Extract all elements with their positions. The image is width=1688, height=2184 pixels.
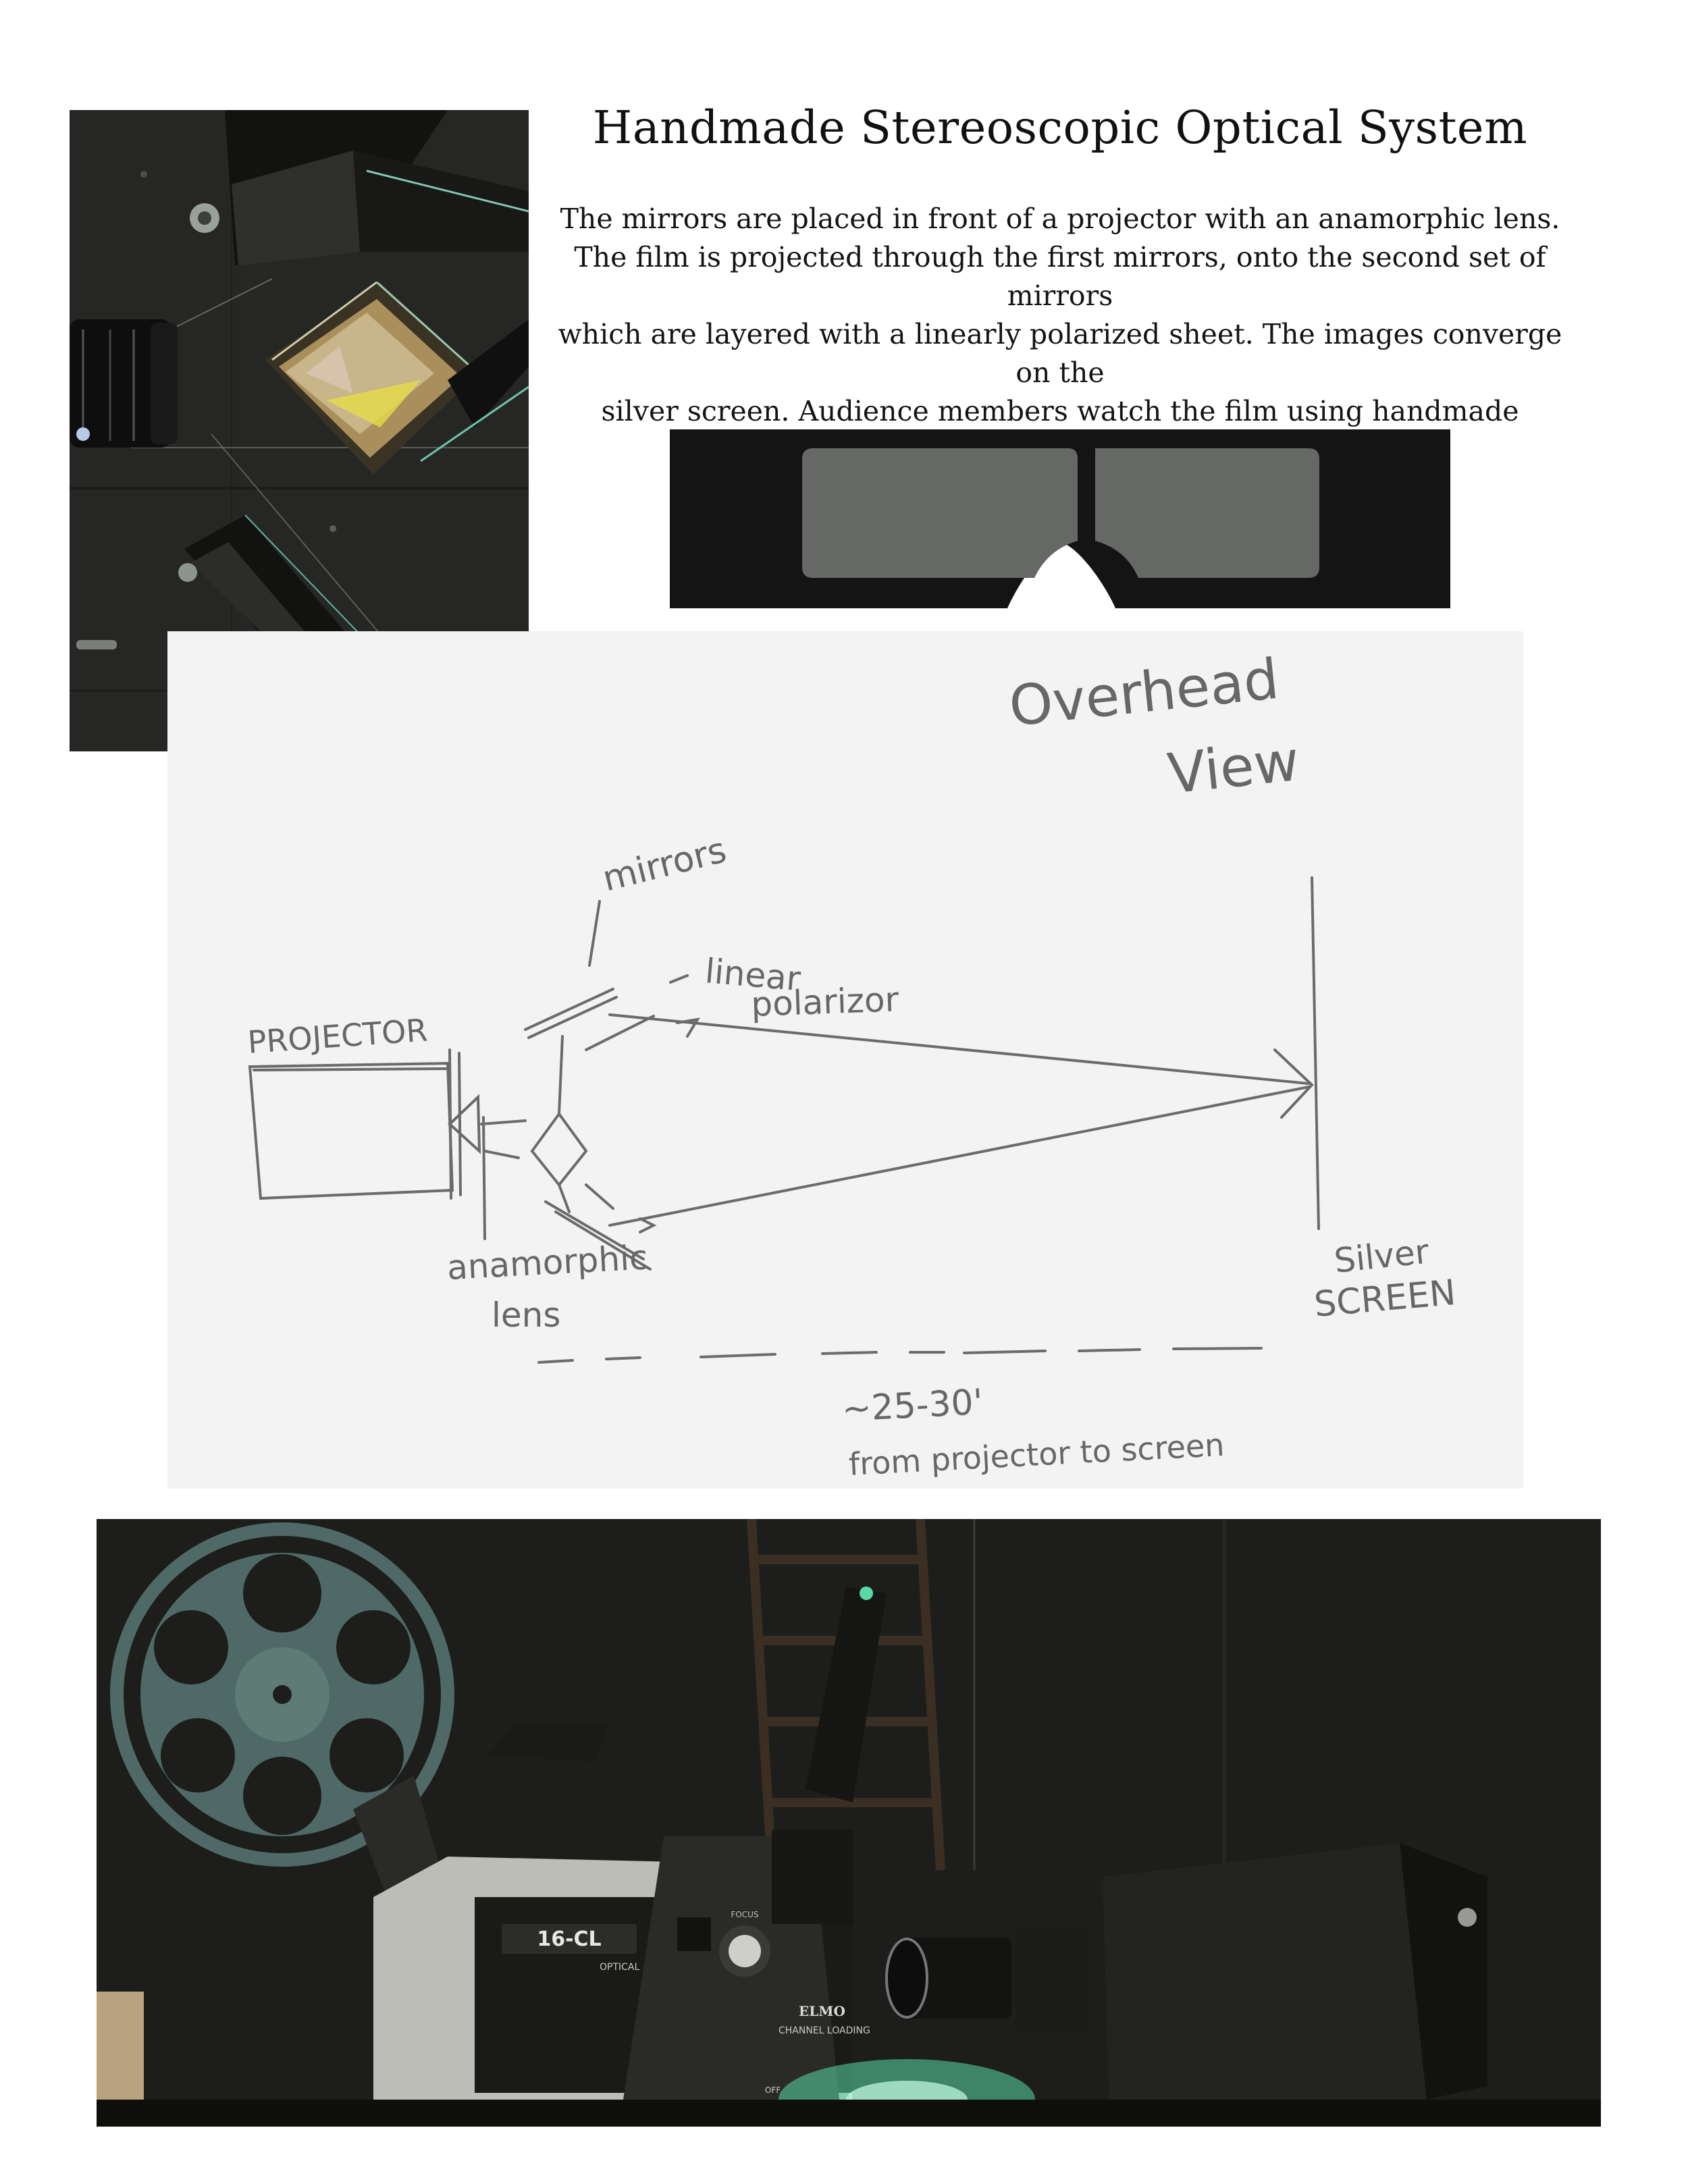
label-view: View: [1165, 729, 1302, 807]
projector-off-label: OFF: [765, 2085, 781, 2095]
projector-model-badge: 16-CL: [537, 1927, 602, 1951]
label-silver: Silver: [1332, 1231, 1431, 1281]
label-projector: PROJECTOR: [246, 1011, 429, 1061]
label-polarizor: polarizor: [750, 980, 899, 1024]
projector-model-sub: OPTICAL: [600, 1962, 640, 1973]
label-overhead: Overhead: [1006, 647, 1282, 739]
page-title: Handmade Stereoscopic Optical System: [592, 101, 1528, 154]
label-anamorphic: anamorphic: [446, 1237, 649, 1287]
label-linear: linear: [703, 951, 802, 999]
label-screen: SCREEN: [1312, 1272, 1458, 1325]
description-text: The mirrors are placed in front of a projector with an anamorphic lens. The film is projected through the first mirrors, onto the second set of mirrors which are layered with a linearly polarized sheet. The images converge on the silver screen. Audience members watch the film using handmade: [558, 203, 1562, 427]
label-lens: lens: [492, 1296, 561, 1335]
label-distance: ~25-30': [841, 1382, 984, 1430]
projector-setup-photo: [97, 1519, 1601, 2127]
projector-channel-loading: CHANNEL LOADING: [779, 2025, 870, 2036]
polarized-glasses-photo: [670, 429, 1450, 608]
projector-focus-label: FOCUS: [731, 1910, 759, 1919]
overhead-view-sketch: [167, 631, 1523, 1489]
label-mirrors: mirrors: [598, 830, 731, 900]
label-distance-note: from projector to screen: [847, 1426, 1225, 1483]
projector-brand: ELMO: [799, 2003, 845, 2019]
